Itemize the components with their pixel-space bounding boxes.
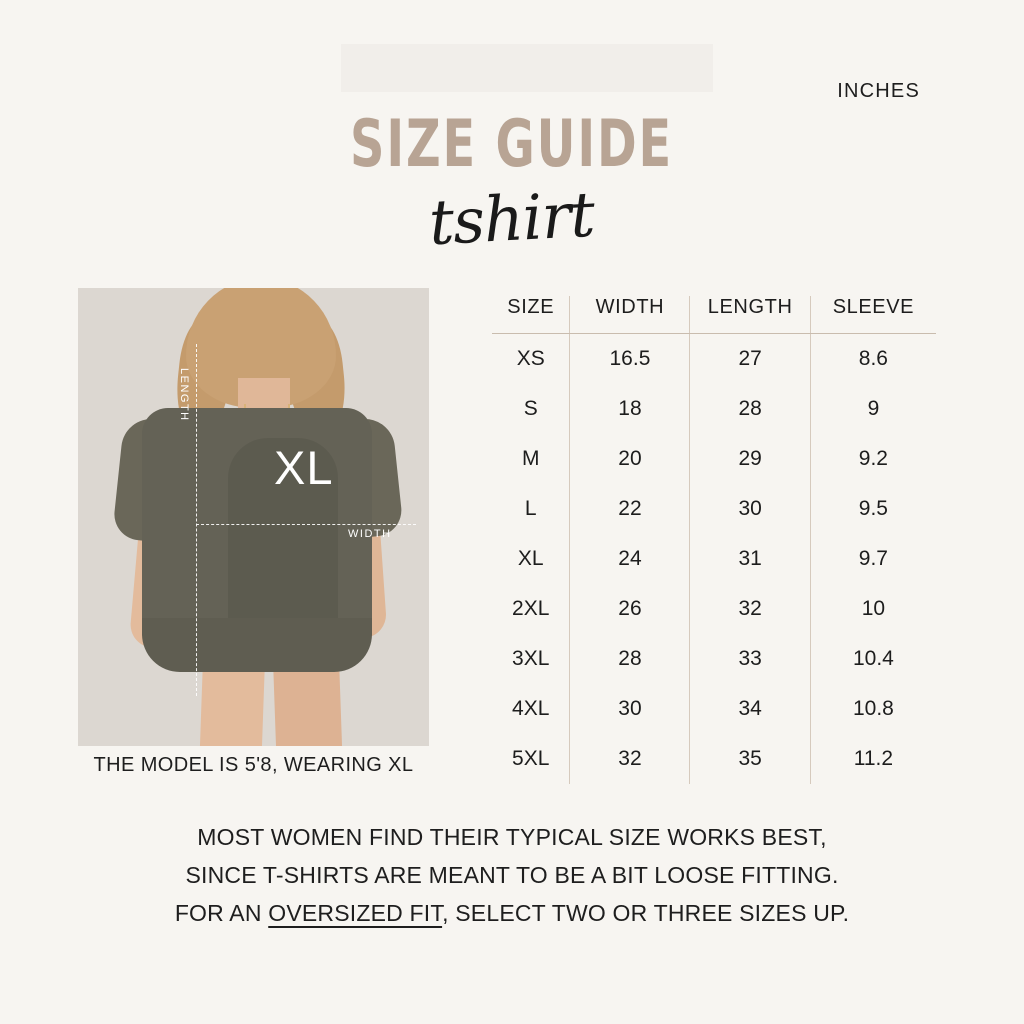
cell-width: 26 <box>570 584 690 634</box>
table-row <box>492 734 936 784</box>
cell-size: S <box>492 384 570 434</box>
cell-length: 30 <box>690 484 810 534</box>
table-row <box>492 434 936 484</box>
table-row <box>492 334 936 385</box>
cell-width: 18 <box>570 384 690 434</box>
page-title: SIZE GUIDE <box>350 107 674 182</box>
fit-note-line-3-pre: FOR AN <box>174 900 269 926</box>
cell-size: M <box>492 434 570 484</box>
width-guide-label: WIDTH <box>348 528 392 540</box>
length-guide-label: LENGTH <box>178 368 190 422</box>
cell-size: 4XL <box>492 684 570 734</box>
column-header-sleeve: SLEEVE <box>810 296 936 334</box>
cell-length: 28 <box>690 384 810 434</box>
size-chart-table <box>492 296 936 784</box>
cell-sleeve: 9.2 <box>858 447 888 470</box>
cell-sleeve: 9.5 <box>858 497 888 520</box>
table-row <box>492 634 936 684</box>
cell-sleeve: 9.7 <box>858 547 888 570</box>
fit-note-line-3-post: , SELECT TWO OR THREE SIZES UP. <box>442 900 850 926</box>
cell-sleeve: 8.6 <box>858 347 888 370</box>
cell-size: L <box>492 484 570 534</box>
cell-length: 34 <box>690 684 810 734</box>
cell-size: XS <box>492 334 570 385</box>
cell-length: 33 <box>690 634 810 684</box>
fit-notes <box>0 818 1024 932</box>
header-band <box>341 44 713 92</box>
page-subtitle: tshirt <box>427 177 597 260</box>
table-row <box>492 684 936 734</box>
column-header-length: LENGTH <box>690 296 810 334</box>
cell-width: 32 <box>570 734 690 784</box>
tshirt-hem <box>142 618 372 672</box>
table-row <box>492 384 936 434</box>
cell-size: 3XL <box>492 634 570 684</box>
fit-note-line-3 <box>0 894 1024 932</box>
cell-width: 28 <box>570 634 690 684</box>
cell-size: 2XL <box>492 584 570 634</box>
cell-sleeve: 10 <box>861 597 886 620</box>
cell-size: XL <box>492 534 570 584</box>
table-row <box>492 534 936 584</box>
length-guide-line <box>196 344 197 696</box>
table-row <box>492 584 936 634</box>
model-caption: THE MODEL IS 5'8, WEARING XL <box>93 754 414 776</box>
column-header-size: SIZE <box>492 296 570 334</box>
cell-width: 24 <box>570 534 690 584</box>
cell-size: 5XL <box>492 734 570 784</box>
cell-length: 29 <box>690 434 810 484</box>
cell-length: 32 <box>690 584 810 634</box>
cell-sleeve: 9 <box>867 397 880 420</box>
cell-length: 31 <box>690 534 810 584</box>
cell-width: 16.5 <box>570 334 690 385</box>
table-row <box>492 484 936 534</box>
cell-length: 27 <box>690 334 810 385</box>
width-guide-line <box>196 524 416 525</box>
table-header-row <box>492 296 936 334</box>
oversized-fit-emphasis: OVERSIZED FIT <box>268 900 443 926</box>
cell-width: 20 <box>570 434 690 484</box>
model-photo <box>78 288 429 746</box>
fit-note-line-2: SINCE T-SHIRTS ARE MEANT TO BE A BIT LOOSE FITTING. <box>185 862 839 888</box>
title-block <box>0 107 1024 260</box>
tshirt-size-label: XL <box>274 441 334 494</box>
fit-note-line-1: MOST WOMEN FIND THEIR TYPICAL SIZE WORKS BEST, <box>197 824 827 850</box>
cell-width: 30 <box>570 684 690 734</box>
cell-length: 35 <box>690 734 810 784</box>
cell-sleeve: 11.2 <box>853 747 894 770</box>
cell-width: 22 <box>570 484 690 534</box>
cell-sleeve: 10.8 <box>852 697 894 720</box>
column-header-width: WIDTH <box>570 296 690 334</box>
cell-sleeve: 10.4 <box>852 647 894 670</box>
units-label: INCHES <box>837 80 920 102</box>
